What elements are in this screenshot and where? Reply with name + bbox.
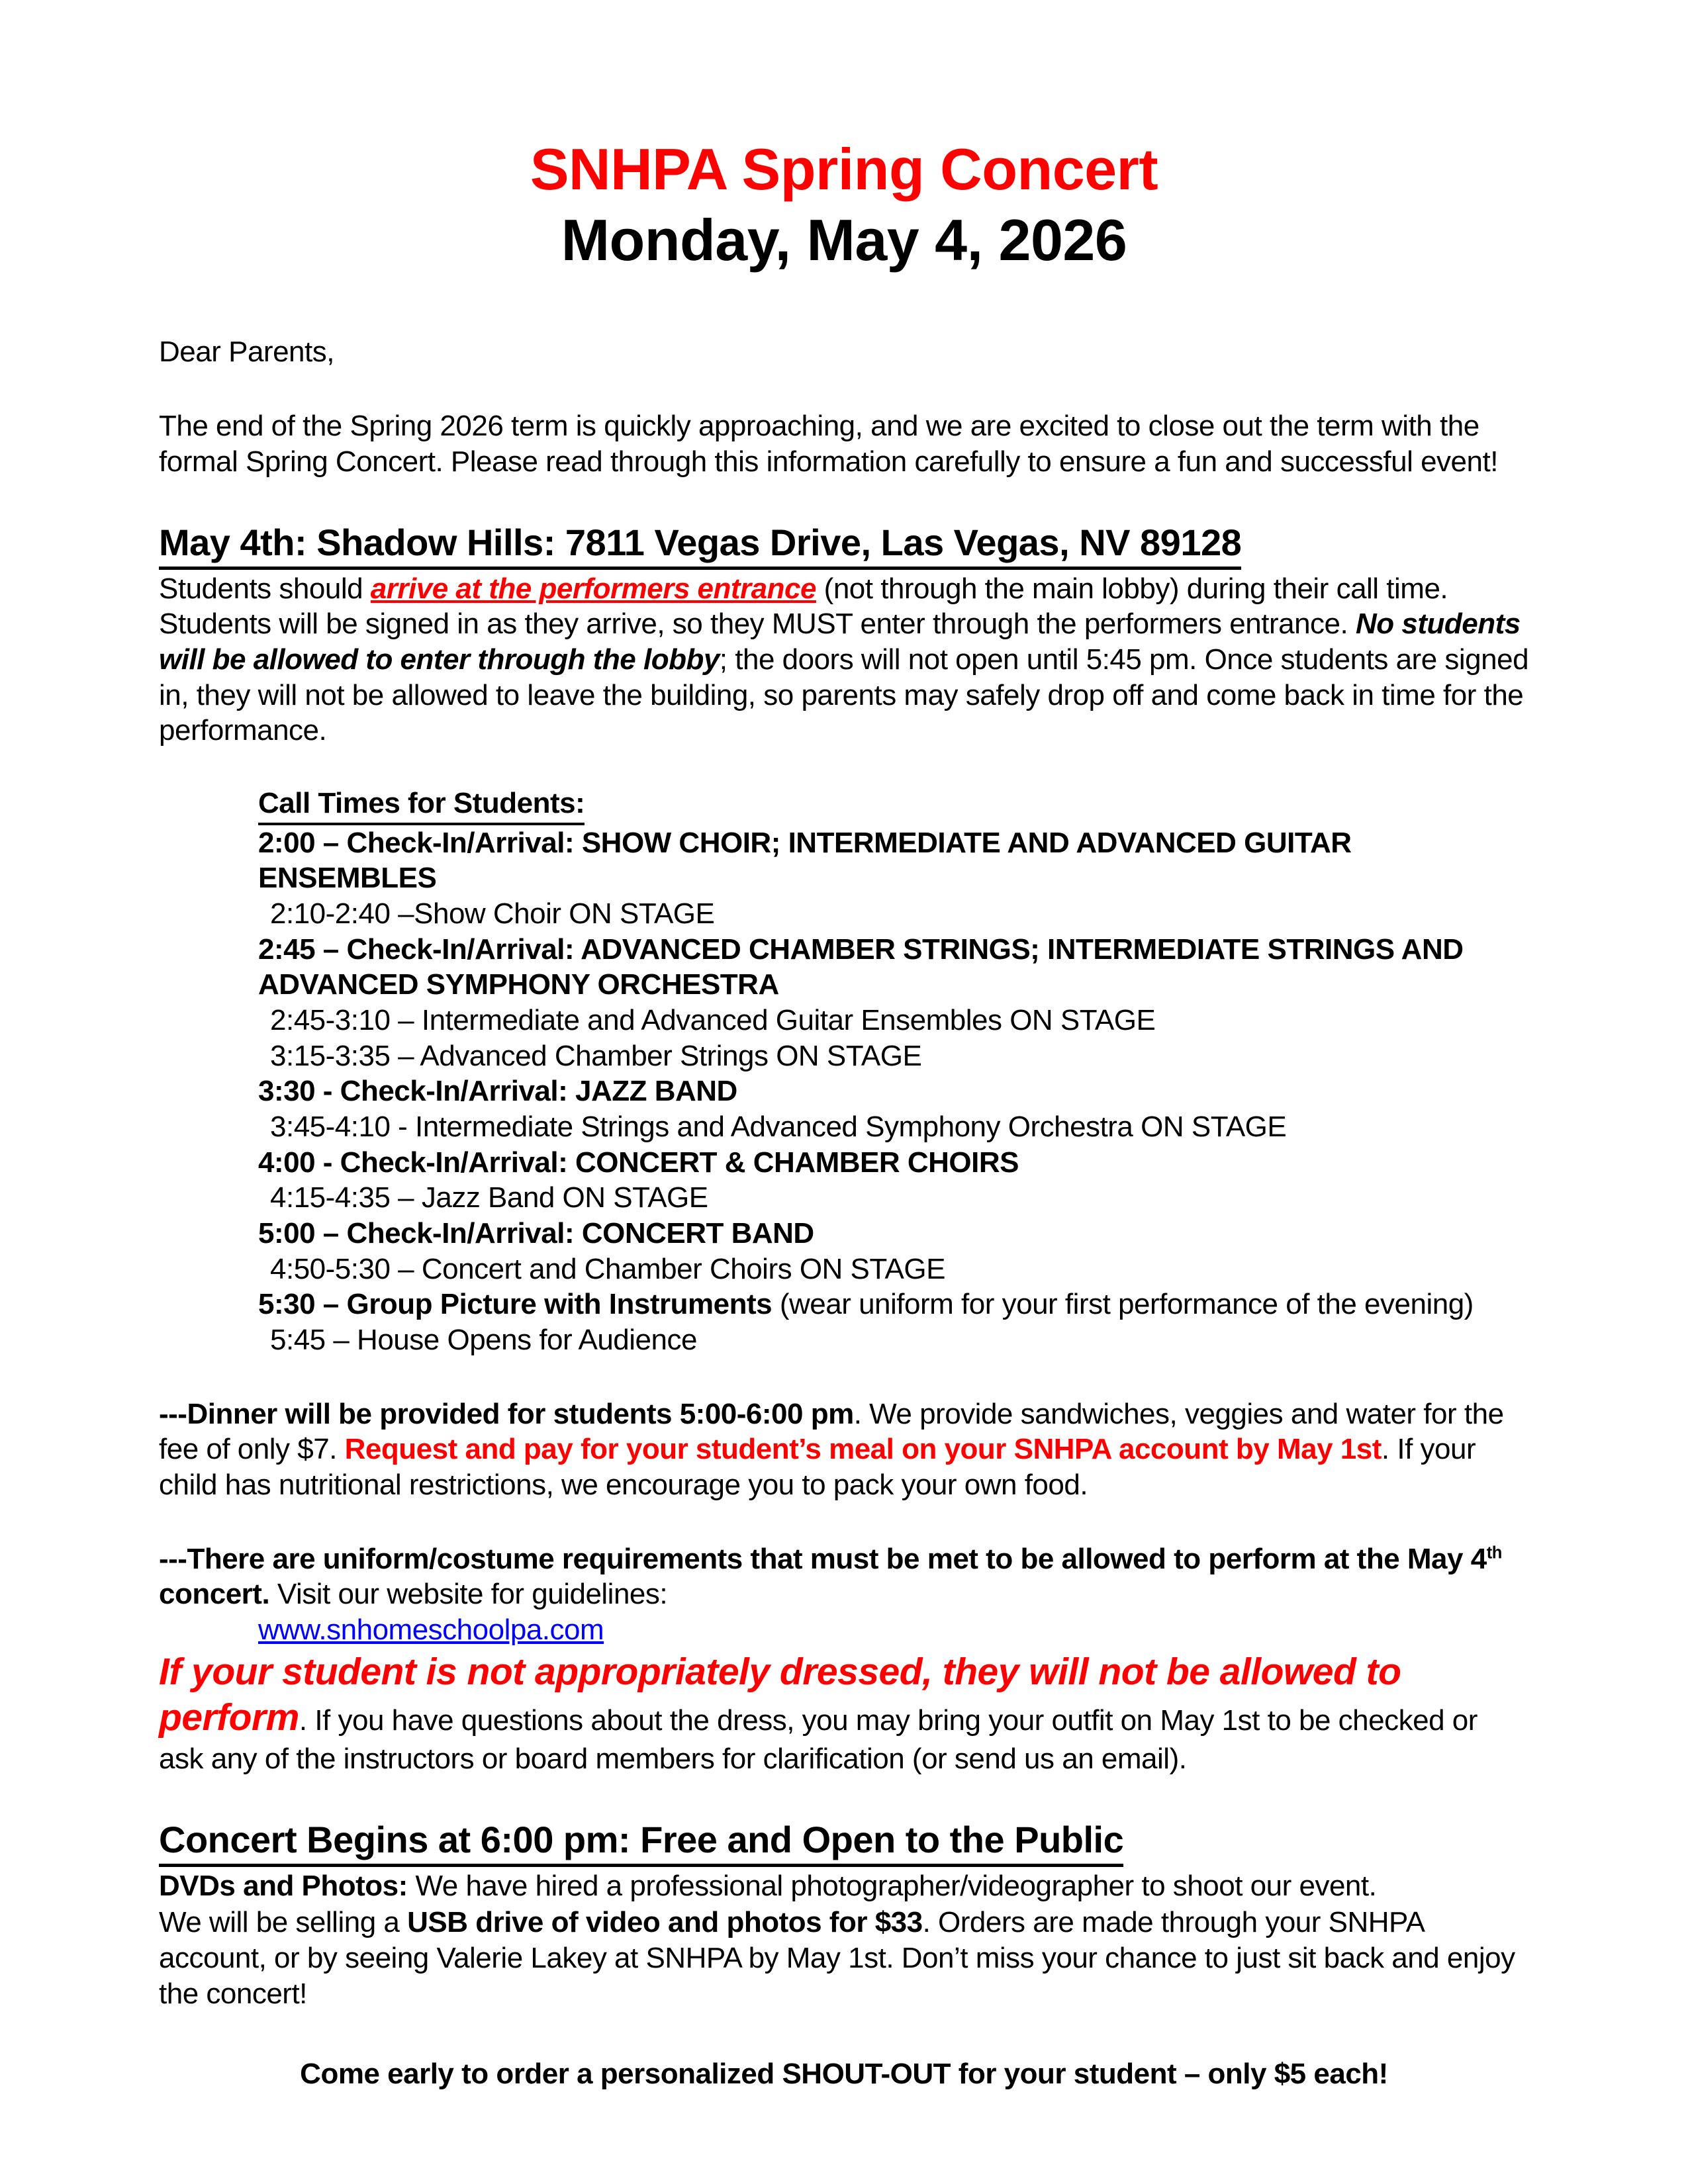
venue-heading-text: May 4th: Shadow Hills: 7811 Vegas Drive, Las Vegas, NV 89128: [159, 520, 1241, 569]
venue-paragraph: [159, 571, 1529, 749]
dinner-text-1: . We provide sandwiches, veggies and water for the fee of only $7.: [159, 1397, 1504, 1466]
call-time-item: 2:45 – Check-In/Arrival: ADVANCED CHAMBER STRINGS; INTERMEDIATE STRINGS AND ADVANCED SYMPHONY ORCHESTRA: [258, 933, 1464, 1001]
dvd-photos-label: DVDs and Photos:: [159, 1869, 408, 1902]
performers-entrance-emphasis: arrive at the performers entrance: [370, 572, 816, 605]
document-title: SNHPA Spring Concert: [530, 136, 1158, 202]
call-time-item: 3:30 - Check-In/Arrival: JAZZ BAND: [258, 1075, 737, 1108]
dress-warning-emphasis: If your student is not appropriately dressed, they will not be allowed to perform: [159, 1650, 1401, 1739]
dinner-text-2: . If your child has nutritional restrictions, we encourage you to pack your own food.: [159, 1433, 1476, 1502]
call-time-item: 5:45 – House Opens for Audience: [270, 1324, 697, 1357]
call-time-item: 4:15-4:35 – Jazz Band ON STAGE: [270, 1181, 708, 1214]
website-link-line: [258, 1612, 1529, 1648]
uniform-paragraph: [159, 1541, 1529, 1612]
dress-warning-text: . If you have questions about the dress, you may bring your outfit on May 1st to be checked or ask any of the instructors or board members for clarification (or send us an email).: [159, 1704, 1477, 1775]
venue-heading: [159, 520, 1529, 569]
salutation: Dear Parents,: [159, 336, 334, 369]
call-time-item: 5:00 – Check-In/Arrival: CONCERT BAND: [258, 1217, 814, 1250]
dinner-bold-text: ---Dinner will be provided for students 5:00-6:00 pm: [159, 1397, 854, 1430]
call-times-heading: [258, 786, 1529, 825]
venue-text-2: (not through the main lobby) during their call time. Students will be signed in as they arrive, so they MUST enter through the performers entrance.: [159, 572, 1448, 641]
call-time-item: 2:45-3:10 – Intermediate and Advanced Guitar Ensembles ON STAGE: [270, 1003, 1156, 1036]
dress-warning-paragraph: [159, 1649, 1529, 1777]
call-time-item: 2:10-2:40 –Show Choir ON STAGE: [270, 897, 715, 930]
call-time-item: 3:45-4:10 - Intermediate Strings and Advanced Symphony Orchestra ON STAGE: [270, 1110, 1287, 1143]
shoutout-line: Come early to order a personalized SHOUT-OUT for your student – only $5 each!: [300, 2058, 1388, 2091]
ordinal-superscript: th: [1486, 1543, 1502, 1563]
call-time-item: 4:50-5:30 – Concert and Chamber Choirs ON STAGE: [270, 1252, 945, 1285]
call-times-heading-text: Call Times for Students:: [258, 786, 585, 825]
document-date: Monday, May 4, 2026: [561, 207, 1127, 273]
concert-heading: [159, 1817, 1529, 1866]
call-time-item: 2:00 – Check-In/Arrival: SHOW CHOIR; INTERMEDIATE AND ADVANCED GUITAR ENSEMBLES: [258, 826, 1352, 895]
usb-sales-paragraph: [159, 1905, 1529, 2011]
call-time-item: 5:30 – Group Picture with Instruments (wear uniform for your first performance of the evening): [258, 1288, 1474, 1321]
dinner-paragraph: [159, 1396, 1529, 1503]
call-time-item: 3:15-3:35 – Advanced Chamber Strings ON STAGE: [270, 1039, 922, 1072]
venue-text-3: ; the doors will not open until 5:45 pm. Once students are signed in, they will not be allowed to leave the building, so parents may safely drop off and come back in time for the performance.: [159, 643, 1529, 747]
no-lobby-emphasis: No students will be allowed to enter through the lobby: [159, 608, 1521, 676]
uniform-bold-text: ---There are uniform/costume requirements that must be met to be allowed to perform at the May 4: [159, 1542, 1487, 1575]
intro-paragraph: The end of the Spring 2026 term is quickly approaching, and we are excited to close out the term with the formal Spring Concert. Please read through this information carefully to ensure a fun and successful event!: [159, 410, 1498, 478]
venue-text-1: Students should: [159, 572, 371, 605]
website-link[interactable]: www.snhomeschoolpa.com: [258, 1614, 604, 1647]
title-block: [159, 136, 1529, 273]
dvd-photos-paragraph: [159, 1868, 1529, 1904]
call-time-item: 4:00 - Check-In/Arrival: CONCERT & CHAMBER CHOIRS: [258, 1146, 1019, 1179]
meal-payment-warning: Request and pay for your student’s meal on your SNHPA account by May 1st: [344, 1433, 1382, 1466]
uniform-bold-text-2: concert.: [159, 1578, 270, 1611]
usb-price-bold: USB drive of video and photos for $33: [407, 1906, 923, 1939]
uniform-text-1: Visit our website for guidelines:: [269, 1578, 668, 1611]
usb-text-2: . Orders are made through your SNHPA account, or by seeing Valerie Lakey at SNHPA by May 1st. Don’t miss your chance to just sit back and enjoy the concert!: [159, 1906, 1515, 2010]
usb-text-1: We will be selling a: [159, 1906, 408, 1939]
dvd-photos-text: We have hired a professional photographer/videographer to shoot our event.: [407, 1869, 1377, 1902]
call-times-block: [258, 786, 1529, 1358]
concert-heading-text: Concert Begins at 6:00 pm: Free and Open to the Public: [159, 1817, 1123, 1866]
